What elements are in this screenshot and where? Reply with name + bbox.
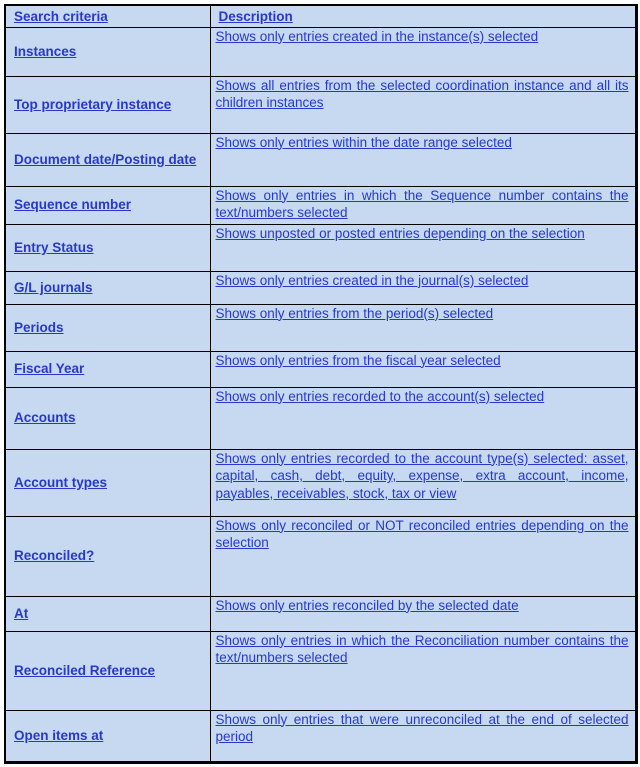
criteria-cell-accounts: [5, 387, 210, 449]
criteria-link[interactable]: G/L journals: [14, 279, 93, 295]
description-link[interactable]: Shows only entries recorded to the account(s) selected: [215, 388, 545, 404]
table-row: [5, 186, 636, 224]
criteria-cell-gl-journals: [5, 271, 210, 304]
table-row: [5, 271, 636, 304]
description-cell: [210, 387, 636, 449]
description-cell: [210, 631, 636, 710]
criteria-link[interactable]: Fiscal Year: [14, 361, 85, 377]
description-link[interactable]: Shows only entries that were unreconciled at the end of selected period: [215, 711, 629, 744]
table-row: [5, 27, 636, 76]
header-search-criteria-label: Search criteria: [14, 8, 108, 24]
description-link[interactable]: Shows only entries created in the instance(s) selected: [215, 28, 539, 44]
criteria-cell-fiscal-year: [5, 351, 210, 387]
criteria-cell-open-items-at: [5, 710, 210, 762]
description-cell: [210, 351, 636, 387]
description-link[interactable]: Shows only reconciled or NOT reconciled entries depending on the selection: [215, 517, 629, 550]
table-row: [5, 710, 636, 762]
description-cell: [210, 710, 636, 762]
table-row: [5, 631, 636, 710]
search-criteria-table: [4, 4, 638, 764]
table-row: [5, 224, 636, 271]
description-link[interactable]: Shows only entries created in the journal(s) selected: [215, 272, 529, 288]
description-link[interactable]: Shows all entries from the selected coordination instance and all its children instances: [215, 77, 629, 110]
description-link[interactable]: Shows only entries from the period(s) selected: [215, 305, 494, 321]
description-link[interactable]: Shows only entries recorded to the account type(s) selected: asset, capital, cash, debt, equity, expense, extra account, income, payables, receivables, stock, tax or view: [215, 450, 629, 501]
criteria-link[interactable]: Periods: [14, 319, 64, 335]
table-row: [5, 449, 636, 516]
criteria-cell-at: [5, 596, 210, 631]
criteria-cell-instances: [5, 27, 210, 76]
description-cell: [210, 186, 636, 224]
criteria-link[interactable]: Entry Status: [14, 239, 94, 255]
description-cell: [210, 133, 636, 186]
criteria-link[interactable]: Reconciled Reference: [14, 662, 156, 678]
description-link[interactable]: Shows only entries from the fiscal year selected: [215, 352, 501, 368]
header-search-criteria: [5, 5, 210, 27]
criteria-cell-top-proprietary-instance: [5, 76, 210, 133]
table-row: [5, 387, 636, 449]
criteria-link[interactable]: Accounts: [14, 410, 76, 426]
description-cell: [210, 516, 636, 596]
table-row: [5, 351, 636, 387]
table-row: [5, 596, 636, 631]
criteria-link[interactable]: Reconciled?: [14, 548, 95, 564]
description-link[interactable]: Shows only entries reconciled by the selected date: [215, 597, 519, 613]
criteria-link[interactable]: Instances: [14, 43, 77, 59]
criteria-link[interactable]: At: [14, 605, 29, 621]
description-cell: [210, 271, 636, 304]
description-link[interactable]: Shows unposted or posted entries depending on the selection: [215, 225, 585, 241]
criteria-cell-document-date-posting-date: [5, 133, 210, 186]
criteria-link[interactable]: Open items at: [14, 727, 104, 743]
criteria-cell-entry-status: [5, 224, 210, 271]
criteria-link[interactable]: Account types: [14, 474, 108, 490]
description-cell: [210, 304, 636, 351]
description-cell: [210, 449, 636, 516]
description-link[interactable]: Shows only entries in which the Reconciliation number contains the text/numbers selected: [215, 632, 629, 665]
criteria-link[interactable]: Top proprietary instance: [14, 96, 172, 112]
header-description: [210, 5, 636, 27]
table-row: [5, 76, 636, 133]
table-row: [5, 133, 636, 186]
criteria-cell-sequence-number: [5, 186, 210, 224]
criteria-cell-account-types: [5, 449, 210, 516]
header-description-label: Description: [218, 8, 293, 24]
description-link[interactable]: Shows only entries in which the Sequence number contains the text/numbers selected: [215, 187, 629, 220]
description-cell: [210, 27, 636, 76]
criteria-cell-periods: [5, 304, 210, 351]
table-row: [5, 304, 636, 351]
criteria-cell-reconciled: [5, 516, 210, 596]
header-row: [5, 5, 636, 27]
description-cell: [210, 76, 636, 133]
description-cell: [210, 596, 636, 631]
description-link[interactable]: Shows only entries within the date range selected: [215, 134, 512, 150]
table-row: [5, 516, 636, 596]
description-cell: [210, 224, 636, 271]
criteria-link[interactable]: Sequence number: [14, 197, 132, 213]
criteria-link[interactable]: Document date/Posting date: [14, 151, 197, 167]
criteria-cell-reconciled-reference: [5, 631, 210, 710]
